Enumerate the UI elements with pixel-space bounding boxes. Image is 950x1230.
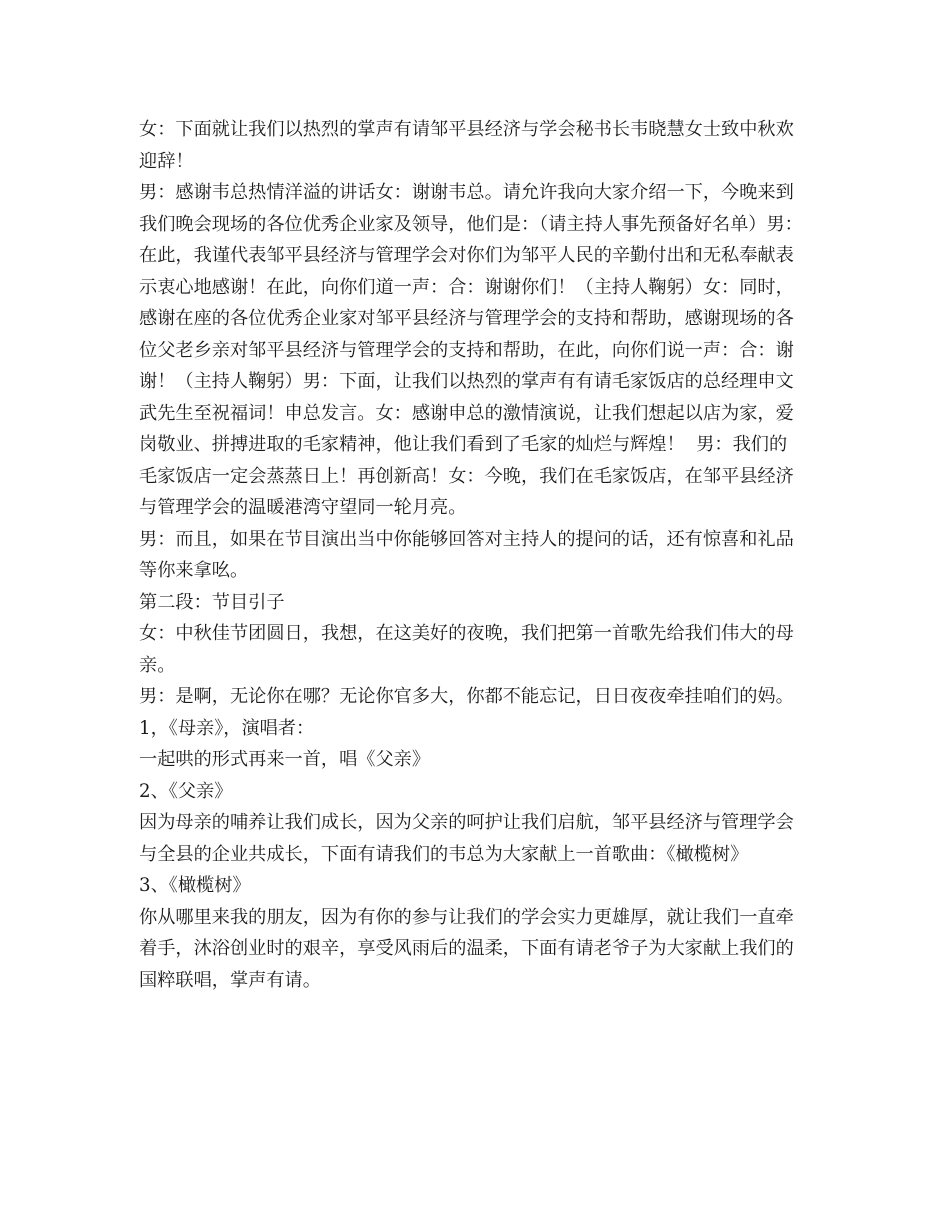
text-line: 你从哪里来我的朋友，因为有你的参与让我们的学会实力更雄厚，就让我们一直牵 [139,906,794,928]
program-item: 1，《母亲》，演唱者： [139,717,315,739]
text-line: 男：是啊，无论你在哪？无论你官多大，你都不能忘记，日日夜夜牵挂咱们的妈。 [139,686,794,707]
text-line: 国粹联唱，掌声有请。 [139,969,321,991]
program-item: 3、《橄榄树》 [139,875,251,896]
program-item: 2、《父亲》 [139,780,233,802]
text-line: 一起哄的形式再来一首，唱《父亲》 [139,749,431,770]
text-line: 亲。 [139,654,176,676]
document-body [139,114,819,996]
text-line: 感谢在座的各位优秀企业家对邹平县经济与管理学会的支持和帮助，感谢现场的各 [139,308,794,329]
text-line: 武先生至祝福词！申总发言。女：感谢申总的激情演说，让我们想起以店为家，爱 [139,402,794,424]
text-line: 示衷心地感谢！在此，向你们道一声：合：谢谢你们！（主持人鞠躬）女：同时， [139,276,794,298]
text-line: 与全县的企业共成长，下面有请我们的韦总为大家献上一首歌曲：《橄榄树》 [139,843,749,865]
text-line: 谢！（主持人鞠躬）男：下面，让我们以热烈的掌声有有请毛家饭店的总经理申文 [139,371,794,392]
text-line: 因为母亲的哺养让我们成长，因为父亲的呵护让我们启航，邹平县经济与管理学会 [139,812,794,833]
text-line: 迎辞！ [139,150,194,172]
text-line: 在此，我谨代表邹平县经济与管理学会对你们为邹平人民的辛勤付出和无私奉献表 [139,245,794,266]
text-line: 男：感谢韦总热情洋溢的讲话女：谢谢韦总。请允许我向大家介绍一下，今晚来到 [139,182,794,203]
text-line: 着手，沐浴创业时的艰辛，享受风雨后的温柔，下面有请老爷子为大家献上我们的 [139,938,794,959]
text-line: 男：而且，如果在节目演出当中你能够回答对主持人的提问的话，还有惊喜和礼品 [139,528,794,550]
text-line: 与管理学会的温暖港湾守望同一轮月亮。 [139,497,467,518]
text-line: 岗敬业、拼搏进取的毛家精神，他让我们看到了毛家的灿烂与辉煌！ 男：我们的 [139,434,788,455]
text-line: 我们晚会现场的各位优秀企业家及领导，他们是：（请主持人事先预备好名单）男： [139,213,803,235]
text-line: 位父老乡亲对邹平县经济与管理学会的支持和帮助，在此，向你们说一声：合：谢 [139,339,794,361]
text-line: 毛家饭店一定会蒸蒸日上！再创新高！女：今晚，我们在毛家饭店，在邹平县经济 [139,465,794,487]
text-line: 女：下面就让我们以热烈的掌声有请邹平县经济与学会秘书长韦晓慧女士致中秋欢 [139,119,794,140]
text-line: 等你来拿吆。 [139,560,249,581]
text-line: 女：中秋佳节团圆日，我想，在这美好的夜晚，我们把第一首歌先给我们伟大的母 [139,623,794,644]
section-heading: 第二段：节目引子 [139,591,285,613]
